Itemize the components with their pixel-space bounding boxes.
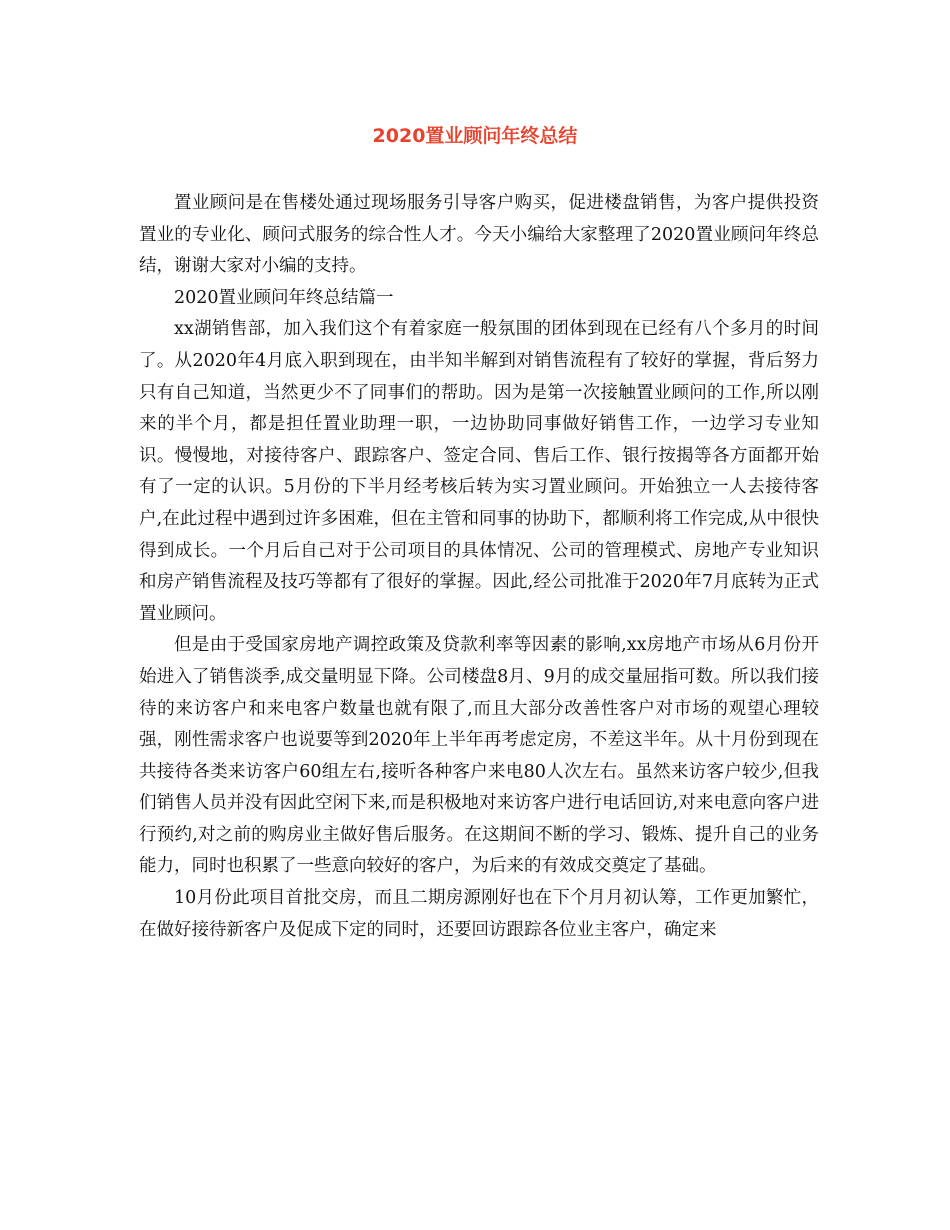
section-heading: 2020置业顾问年终总结篇一 [174,287,394,308]
intro-paragraph: 置业顾问是在售楼处通过现场服务引导客户购买，促进楼盘销售，为客户提供投资置业的专业化、顾问式服务的综合性人才。今天小编给大家整理了2020置业顾问年终总结，谢谢大家对小编的支持。 [139,193,819,277]
document-body [139,188,819,946]
body-paragraph: xx湖销售部，加入我们这个有着家庭一般氛围的团体到现在已经有八个多月的时间了。从2020年4月底入职到现在，由半知半解到对销售流程有了较好的掌握，背后努力只有自己知道，当然更少不了同事们的帮助。因为是第一次接触置业顾问的工作,所以刚来的半个月，都是担任置业助理一职，一边协助同事做好销售工作，一边学习专业知识。慢慢地，对接待客户、跟踪客户、签定合同、售后工作、银行按揭等各方面都开始有了一定的认识。5月份的下半月经考核后转为实习置业顾问。开始独立一人去接待客户,在此过程中遇到过许多困难，但在主管和同事的协助下，都顺利将工作完成,从中很快得到成长。一个月后自己对于公司项目的具体情况、公司的管理模式、房地产专业知识和房产销售流程及技巧等都有了很好的掌握。因此,经公司批准于2020年7月底转为正式置业顾问。 [139,319,819,624]
body-paragraph: 但是由于受国家房地产调控政策及贷款利率等因素的影响,xx房地产市场从6月份开始进入了销售淡季,成交量明显下降。公司楼盘8月、9月的成交量屈指可数。所以我们接待的来访客户和来电客户数量也就有限了,而且大部分改善性客户对市场的观望心理较强，刚性需求客户也说要等到2020年上半年再考虑定房，不差这半年。从十月份到现在共接待各类来访客户60组左右,接听各种客户来电80人次左右。虽然来访客户较少,但我们销售人员并没有因此空闲下来,而是积极地对来访客户进行电话回访,对来电意向客户进行预约,对之前的购房业主做好售后服务。在这期间不断的学习、锻炼、提升自己的业务能力，同时也积累了一些意向较好的客户，为后来的有效成交奠定了基础。 [139,635,819,877]
body-paragraph: 10月份此项目首批交房，而且二期房源刚好也在下个月月初认筹，工作更加繁忙，在做好接待新客户及促成下定的同时，还要回访跟踪各位业主客户，确定来 [139,888,819,940]
document-title: 2020置业顾问年终总结 [372,125,578,147]
